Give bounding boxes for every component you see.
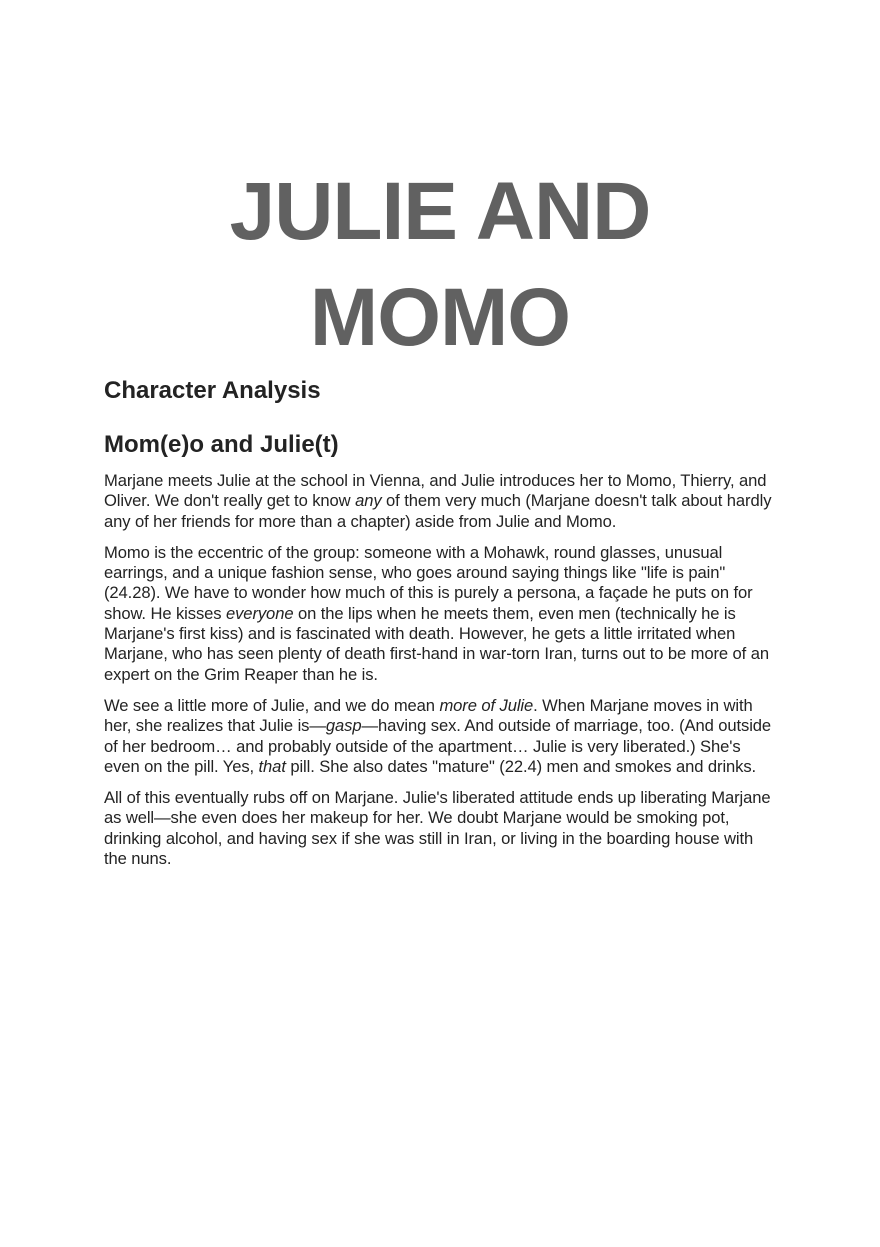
paragraph-italic-text: that: [258, 756, 286, 776]
paragraph-italic-text: gasp: [325, 716, 362, 736]
paragraph-italic-text: any: [355, 491, 382, 511]
paragraph-italic-text: more of Julie: [439, 695, 534, 715]
paragraph-text: All of this eventually rubs off on Marjane. Julie's liberated attitude ends up liberating Marjane as well—she even does her makeup for her. We doubt Marjane would be smoking pot, drinking alcohol, and having sex if she was still in Iran, or living in the boarding house with the nuns.: [104, 788, 771, 869]
paragraph: [104, 471, 776, 532]
paragraph-text: of them very much (Marjane doesn't talk about hardly any of her friends for more than a chapter) aside from Julie and Momo.: [104, 491, 772, 531]
page-title-line-2: MOMO: [309, 271, 571, 363]
section-heading: Character Analysis: [104, 377, 321, 404]
paragraph: [104, 543, 776, 685]
paragraph-italic-text: everyone: [225, 603, 294, 623]
paragraph-text: on the lips when he meets them, even men (technically he is Marjane's first kiss) and is fascinated with death. However, he gets a little irritated when Marjane, who has seen plenty of death first-hand in war-torn Iran, turns out to be more of an expert on the Grim Reaper than he is.: [104, 603, 769, 684]
paragraph: [104, 696, 776, 777]
paragraph-text: —having sex. And outside of marriage, too. (And outside of her bedroom… and probably outside of the apartment… Julie is very liberated.) She's even on the pill. Yes,: [104, 716, 772, 776]
paragraph: [104, 788, 776, 869]
sub-heading: Mom(e)o and Julie(t): [104, 431, 339, 458]
page-title: [0, 159, 880, 371]
paragraph-text: pill. She also dates "mature" (22.4) men and smokes and drinks.: [285, 756, 757, 776]
paragraph-text: . When Marjane moves in with her, she realizes that Julie is—: [104, 695, 753, 736]
paragraph-list: [104, 471, 776, 869]
document-body: [104, 375, 776, 880]
paragraph-text: We see a little more of Julie, and we do mean: [104, 695, 440, 715]
page-title-line-1: JULIE AND: [229, 165, 651, 257]
paragraph-text: Momo is the eccentric of the group: someone with a Mohawk, round glasses, unusual earrings, and a unique fashion sense, who goes around saying things like "life is pain" (24.28). We have to wonder how much of this is purely a persona, a façade he puts on for show. He kisses: [104, 542, 753, 623]
paragraph-text: Marjane meets Julie at the school in Vienna, and Julie introduces her to Momo, Thierry, and Oliver. We don't really get to know: [104, 471, 767, 511]
